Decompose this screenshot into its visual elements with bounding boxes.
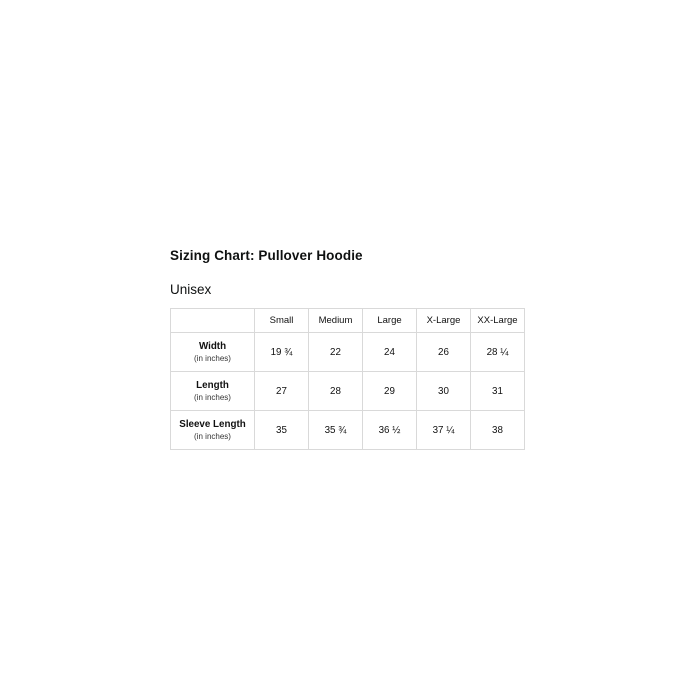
row-unit: (in inches): [194, 353, 231, 363]
cell-sleeve-x-large: [417, 411, 471, 450]
row-name: Width: [198, 341, 227, 353]
cell-length-xx-large: [471, 372, 525, 411]
cell-value: 37 ¼: [432, 424, 455, 436]
cell-sleeve-large: [363, 411, 417, 450]
cell-sleeve-small: [255, 411, 309, 450]
row-label-width: [171, 333, 255, 372]
cell-value: 22: [330, 346, 341, 358]
cell-value: 35: [276, 424, 287, 436]
cell-value: 27: [276, 385, 287, 397]
cell-length-medium: [309, 372, 363, 411]
cell-width-small: [255, 333, 309, 372]
cell-sleeve-xx-large: [471, 411, 525, 450]
cell-value: 26: [438, 346, 449, 358]
sizing-table: [170, 308, 525, 450]
cell-width-xx-large: [471, 333, 525, 372]
cell-width-large: [363, 333, 417, 372]
table-body: [171, 333, 525, 450]
page-title: Sizing Chart: Pullover Hoodie: [170, 248, 363, 263]
table-row: [171, 333, 525, 372]
cell-width-x-large: [417, 333, 471, 372]
cell-value: 29: [384, 385, 395, 397]
cell-length-large: [363, 372, 417, 411]
column-header-xx-large: XX-Large: [471, 309, 525, 333]
column-header-x-large: X-Large: [417, 309, 471, 333]
cell-value: 36 ½: [378, 424, 401, 436]
column-header-small: Small: [255, 309, 309, 333]
column-header-large: Large: [363, 309, 417, 333]
cell-value: 19 ¾: [270, 346, 293, 358]
cell-value: 24: [384, 346, 395, 358]
cell-sleeve-medium: [309, 411, 363, 450]
cell-value: 28: [330, 385, 341, 397]
row-unit: (in inches): [194, 431, 231, 441]
row-label-length: [171, 372, 255, 411]
row-unit: (in inches): [194, 392, 231, 402]
table-row: [171, 411, 525, 450]
table-corner-cell: [171, 309, 255, 333]
cell-value: 28 ¼: [486, 346, 509, 358]
table-header-row: [171, 309, 525, 333]
row-label-sleeve-length: [171, 411, 255, 450]
cell-width-medium: [309, 333, 363, 372]
chart-subtitle: Unisex: [170, 282, 212, 297]
table-row: [171, 372, 525, 411]
cell-value: 31: [492, 385, 503, 397]
column-header-medium: Medium: [309, 309, 363, 333]
cell-value: 30: [438, 385, 449, 397]
row-name: Sleeve Length: [179, 419, 246, 431]
cell-length-x-large: [417, 372, 471, 411]
table-header: [171, 309, 525, 333]
cell-length-small: [255, 372, 309, 411]
sizing-chart-block: [170, 248, 570, 450]
cell-value: 38: [492, 424, 503, 436]
row-name: Length: [196, 380, 229, 392]
cell-value: 35 ¾: [324, 424, 347, 436]
